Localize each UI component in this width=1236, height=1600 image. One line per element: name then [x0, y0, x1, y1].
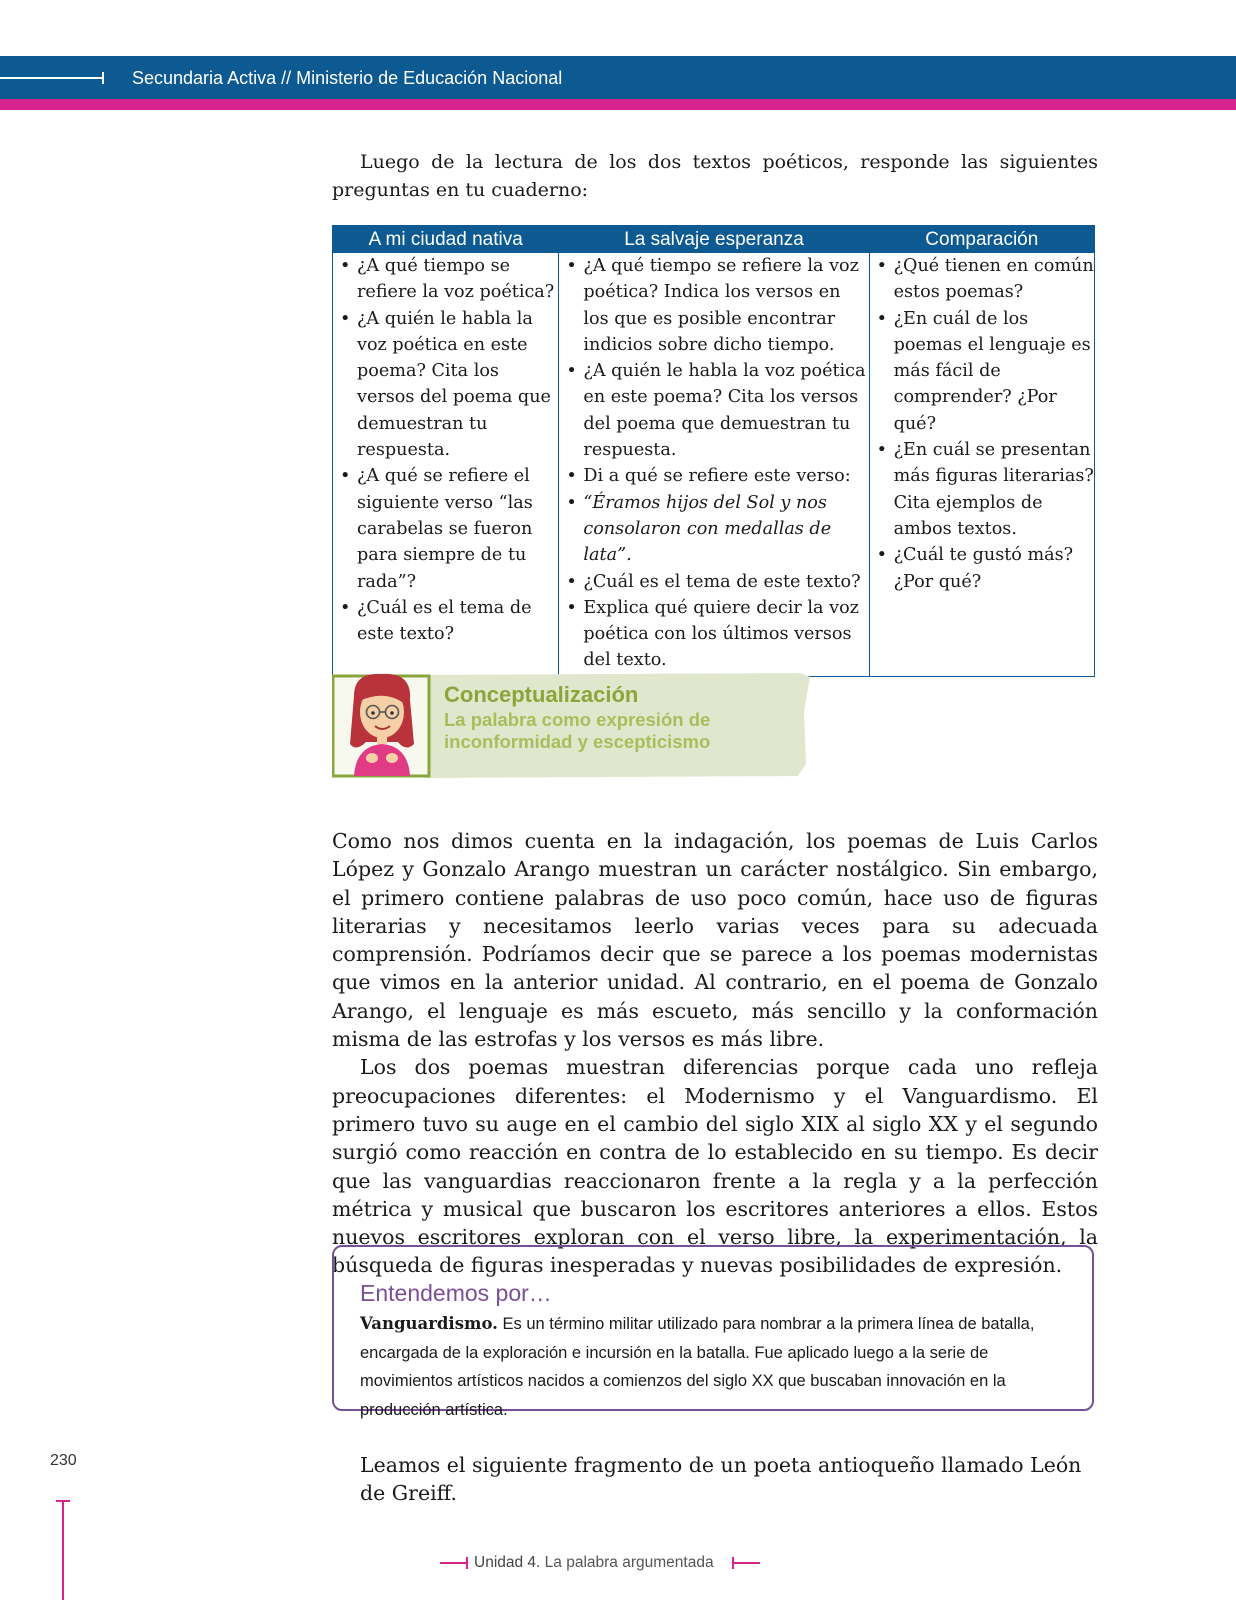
body-paragraph: Los dos poemas muestran diferencias porque cada uno refleja preocupaciones diferentes: el Modernismo y el Vanguardismo. El primero tuvo su auge en el cambio del siglo XIX al siglo XX y el segundo surgió como reacción en contra de lo establecido en su tiempo. Es decir que las vanguardias reaccionaron frente a la regla y a la perfección métrica y musical que buscaron los escritores anteriores a ellos. Estos nuevos escritores exploran con el verso libre, la experimentación, la búsqueda de figuras inesperadas y nuevas posibilidades de expresión. — [332, 1055, 1098, 1278]
question-list — [559, 253, 868, 676]
list-item: • ¿A qué tiempo se refiere la voz poética? — [333, 253, 558, 306]
list-item: • Explica qué quiere decir la voz poética con los últimos versos del texto. — [559, 595, 868, 674]
margin-rule-tick — [56, 1500, 70, 1502]
footer-rule-right — [732, 1562, 760, 1564]
definition-term: Vanguardismo. — [360, 1314, 498, 1333]
page-number: 230 — [50, 1452, 77, 1469]
footer-tick-left — [466, 1557, 468, 1569]
list-item: • ¿En cuál se presentan más figuras literarias? Cita ejemplos de ambos textos. — [870, 437, 1094, 542]
list-item: • Di a qué se refiere este verso: — [559, 463, 868, 489]
list-item: • ¿En cuál de los poemas el lenguaje es más fácil de comprender? ¿Por qué? — [870, 306, 1094, 437]
girl-avatar-icon — [350, 674, 414, 776]
question-list — [333, 253, 558, 649]
definition-title: Entendemos por… — [360, 1280, 552, 1306]
definition-text — [360, 1310, 1080, 1424]
intro-text: Luego de la lectura de los dos textos poéticos, responde las siguientes preguntas en tu cuaderno: — [332, 151, 1098, 201]
list-item: • “Éramos hijos del Sol y nos consolaron con medallas de lata”. — [559, 490, 868, 569]
concept-subtitle: La palabra como expresión de inconformidad y escepticismo — [444, 709, 711, 752]
table-column-comparacion — [869, 226, 1094, 676]
list-item: • ¿A qué se refiere el siguiente verso “las carabelas se fueron para siempre de tu rada”? — [333, 463, 558, 594]
concept-title: Conceptualización — [444, 682, 639, 707]
footer-title: La palabra argumentada — [544, 1554, 714, 1571]
intro-paragraph — [332, 148, 1098, 204]
list-item: • ¿A quién le habla la voz poética en este poema? Cita los versos del poema que demuestran tu respuesta. — [333, 306, 558, 464]
table-column-ciudad-nativa — [333, 226, 558, 676]
list-item: • ¿Cuál es el tema de este texto? — [559, 569, 868, 595]
definition-body: Es un término militar utilizado para nombrar a la primera línea de batalla, encargada de la exploración e incursión en la batalla. Fue aplicado luego a la serie de movimientos artísticos nacidos a comienzos del siglo XX que buscaban innovación en la producción artística. — [360, 1315, 1035, 1419]
footer-label — [474, 1551, 714, 1575]
footer-unit: Unidad 4. — [474, 1554, 541, 1571]
body-paragraph: Como nos dimos cuenta en la indagación, los poemas de Luis Carlos López y Gonzalo Arango muestran un carácter nostálgico. Sin embargo, el primero contiene palabras de uso poco común, hace uso de figuras literarias y necesitamos leerlo varias veces para su adecuada comprensión. Podríamos decir que se parece a los poemas modernistas que vimos en la anterior unidad. Al contrario, en el poema de Gonzalo Arango, el lenguaje es más escueto, más sencillo y la conformación misma de las estrofas y los versos es más libre. — [332, 829, 1098, 1052]
list-item: • ¿Qué tienen en común estos poemas? — [870, 253, 1094, 306]
list-item: • ¿A quién le habla la voz poética en este poema? Cita los versos del poema que demuestran tu respuesta. — [559, 358, 868, 463]
list-item: • ¿Cuál es el tema de este texto? — [333, 595, 558, 648]
question-list — [870, 253, 1094, 597]
table-header: Comparación — [870, 226, 1094, 253]
list-item: • ¿Cuál te gustó más? ¿Por qué? — [870, 542, 1094, 595]
table-header: La salvaje esperanza — [559, 226, 868, 253]
header-rule-tick — [102, 72, 104, 84]
table-column-salvaje-esperanza — [558, 226, 868, 676]
footer-rule-left — [440, 1562, 468, 1564]
margin-rule — [62, 1500, 64, 1600]
body-text — [332, 827, 1098, 1280]
questions-table — [332, 225, 1095, 677]
list-item: • ¿A qué tiempo se refiere la voz poética? Indica los versos en los que es posible encontrar indicios sobre dicho tiempo. — [559, 253, 868, 358]
footer — [440, 1551, 760, 1575]
closing-line: Leamos el siguiente fragmento de un poeta antioqueño llamado León de Greiff. — [360, 1453, 1082, 1505]
table-header: A mi ciudad nativa — [333, 226, 558, 253]
header-rule — [0, 77, 104, 79]
header-accent-stripe — [0, 99, 1236, 110]
header-title: Secundaria Activa // Ministerio de Educación Nacional — [132, 68, 563, 88]
